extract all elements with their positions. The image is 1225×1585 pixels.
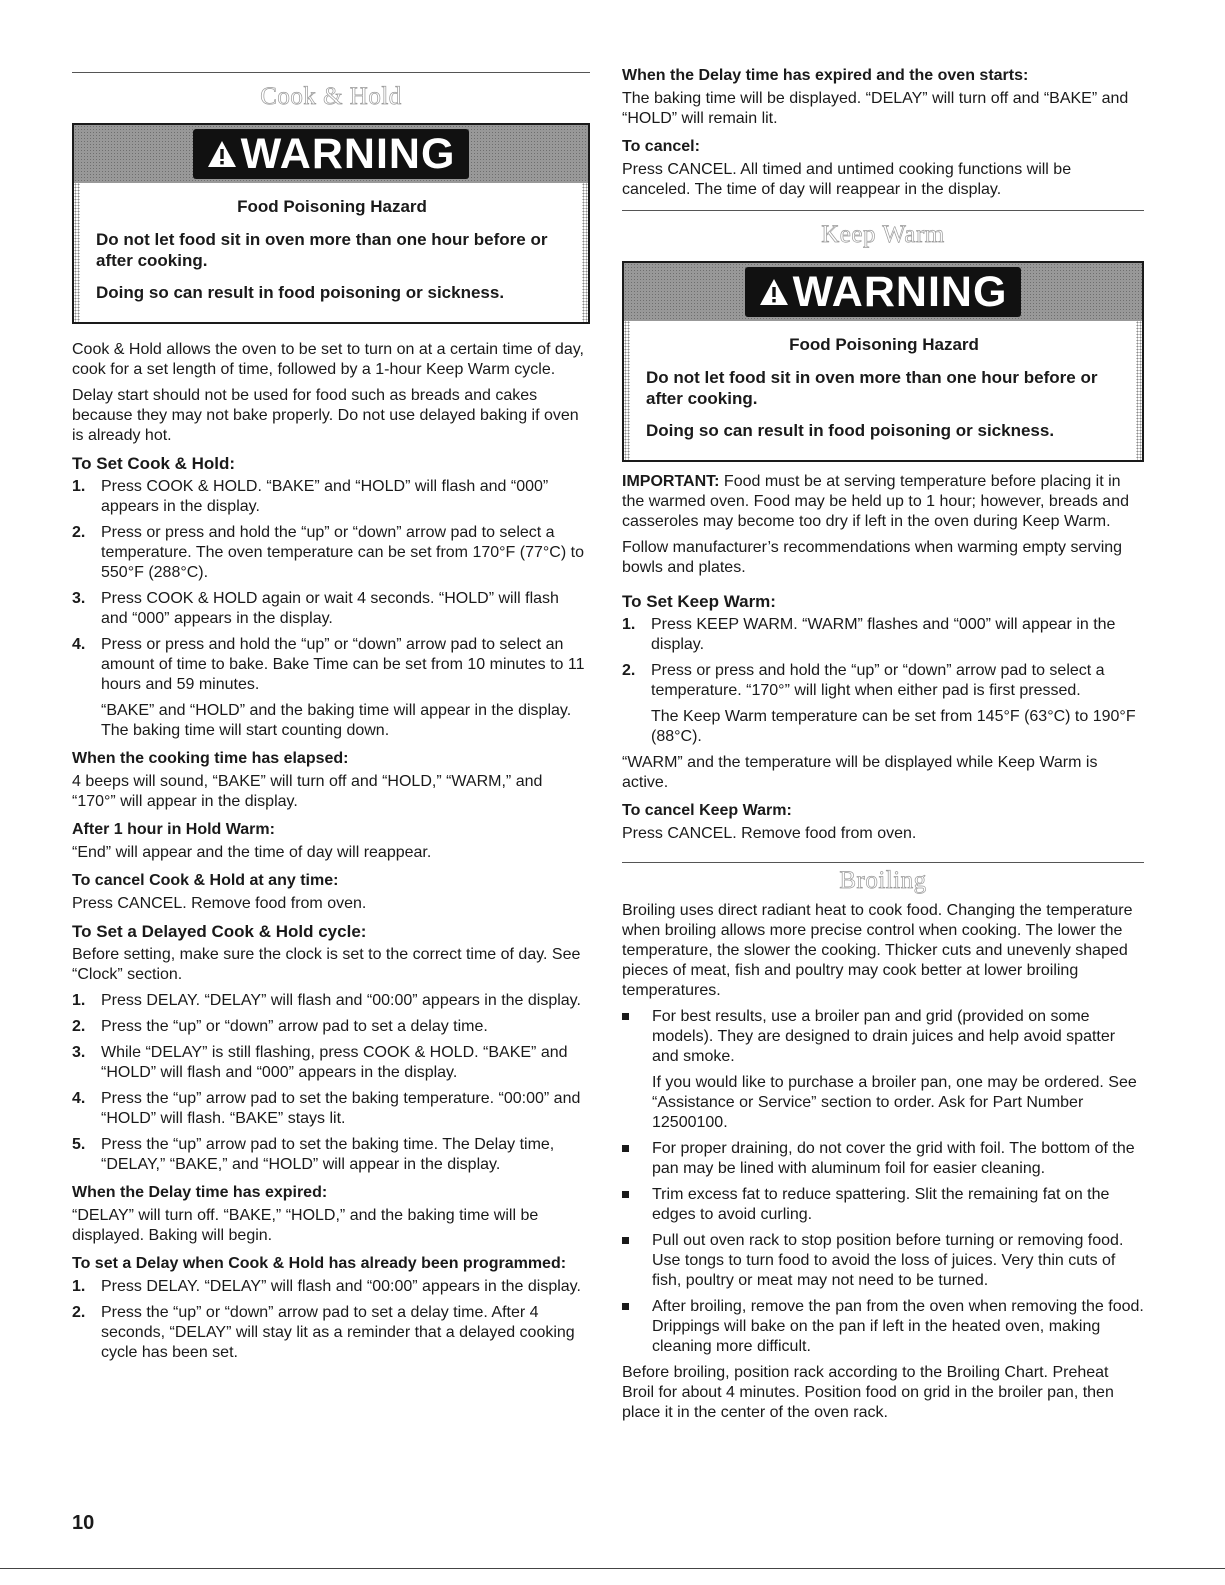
important-text: Food must be at serving temperature before placing it in the warmed oven. Food may be held up to 1 hour; however, breads and casseroles may become too dry if left in the oven during Keep Warm. <box>622 473 1129 530</box>
bullet-icon <box>622 1139 652 1179</box>
list-item: 2. Press or press and hold the “up” or “down” arrow pad to select a temperature. “170°” will light when either pad is first pressed. <box>622 661 1144 701</box>
list-item <box>622 1231 1144 1291</box>
page-number: 10 <box>72 1512 95 1534</box>
left-column <box>72 58 590 1369</box>
step-text: Press or press and hold the “up” or “down” arrow pad to select an amount of time to bake. Bake Time can be set from 10 minutes to 11 hours and 59 minutes. <box>101 636 585 693</box>
follow-text: Follow manufacturer’s recommendations when warming empty serving bowls and plates. <box>622 539 1123 576</box>
bullet-text: Pull out oven rack to stop position before turning or removing food. Use tongs to turn food to avoid the loss of juices. Very thin cuts of fish, poultry or meat may not need to be turned. <box>652 1232 1124 1289</box>
oven-starts-text: The baking time will be displayed. “DELAY” will turn off and “BAKE” and “HOLD” will remain lit. <box>622 90 1129 127</box>
bottom-rule <box>0 1568 1225 1569</box>
delayed-cycle-heading: To Set a Delayed Cook & Hold cycle: <box>72 922 367 941</box>
bullet-icon <box>622 1297 652 1357</box>
list-item: 4. Press the “up” arrow pad to set the baking temperature. “00:00” and “HOLD” will flash. “BAKE” stays lit. <box>72 1089 590 1129</box>
right-column <box>622 58 1144 1429</box>
elapsed-heading: When the cooking time has elapsed: <box>72 750 349 767</box>
box-texture-left <box>74 183 80 322</box>
warning-triangle-icon <box>759 278 789 306</box>
cancel-cook-hold-text: Press CANCEL. Remove food from oven. <box>72 895 367 912</box>
elapsed-text: 4 beeps will sound, “BAKE” will turn off and “HOLD,” “WARM,” and “170°” will appear in the display. <box>72 773 543 810</box>
cancel-keep-warm-text: Press CANCEL. Remove food from oven. <box>622 825 917 842</box>
box-texture-right <box>582 183 588 322</box>
keep-warm-title: Keep Warm <box>821 221 945 248</box>
warning-line-2: Doing so can result in food poisoning or sickness. <box>646 421 1055 440</box>
bullet-text: Trim excess fat to reduce spattering. Slit the remaining fat on the edges to avoid curling. <box>652 1186 1110 1223</box>
list-item: 5. Press the “up” arrow pad to set the baking time. The Delay time, “DELAY,” “BAKE,” and “HOLD” will appear in the display. <box>72 1135 590 1175</box>
list-item: 1. Press KEEP WARM. “WARM” flashes and “000” will appear in the display. <box>622 615 1144 655</box>
step-text: Press COOK & HOLD again or wait 4 seconds. “HOLD” will flash and “000” appears in the display. <box>101 590 559 627</box>
list-item <box>622 1297 1144 1357</box>
warning-text: WARNING <box>792 267 1008 316</box>
list-item: 3. Press COOK & HOLD again or wait 4 seconds. “HOLD” will flash and “000” appears in the display. <box>72 589 590 629</box>
step-text: Press the “up” arrow pad to set the baking time. The Delay time, “DELAY,” “BAKE,” and “HOLD” will appear in the display. <box>101 1136 555 1173</box>
bullet-text: For best results, use a broiler pan and grid (provided on some models). They are designed to drain juices and help avoid spatter and smoke. <box>652 1008 1116 1065</box>
box-texture-right <box>1136 321 1142 460</box>
step-text: Press KEEP WARM. “WARM” flashes and “000” will appear in the display. <box>651 616 1116 653</box>
to-cancel-text: Press CANCEL. All timed and untimed cooking functions will be canceled. The time of day will reappear in the display. <box>622 161 1072 198</box>
list-item: 1. Press DELAY. “DELAY” will flash and “00:00” appears in the display. <box>72 992 581 1009</box>
warning-triangle-icon <box>207 140 237 168</box>
box-texture-left <box>624 321 630 460</box>
bullet-text: After broiling, remove the pan from the oven when removing the food. Drippings will bake on the pan if left in the heated oven, making cleaning more difficult. <box>652 1298 1144 1355</box>
step-text: While “DELAY” is still flashing, press COOK & HOLD. “BAKE” and “HOLD” will flash and “000” appears in the display. <box>101 1044 568 1081</box>
list-item: 2. Press or press and hold the “up” or “down” arrow pad to select a temperature. The oven temperature can be set from 170°F (77°C) to 550°F (288°C). <box>72 523 590 583</box>
cook-hold-warning-box <box>72 123 590 324</box>
set-cook-hold-heading: To Set Cook & Hold: <box>72 454 236 473</box>
list-item: 3. While “DELAY” is still flashing, press COOK & HOLD. “BAKE” and “HOLD” will flash and “000” appears in the display. <box>72 1043 590 1083</box>
section-rule <box>72 72 590 73</box>
important-label: IMPORTANT: <box>622 473 720 490</box>
step-text: Press DELAY. “DELAY” will flash and “00:00” appears in the display. <box>101 992 581 1009</box>
delayed-intro: Before setting, make sure the clock is set to the correct time of day. See “Clock” section. <box>72 946 581 983</box>
after-hour-text: “End” will appear and the time of day will reappear. <box>72 844 432 861</box>
step-text: Press or press and hold the “up” or “down” arrow pad to select a temperature. “170°” will light when either pad is first pressed. <box>651 662 1105 699</box>
list-item <box>622 1007 1144 1067</box>
warning-label <box>193 129 470 179</box>
bullet-icon <box>622 1231 652 1291</box>
list-item <box>622 1139 1144 1179</box>
warning-header <box>624 263 1142 321</box>
cancel-cook-hold-heading: To cancel Cook & Hold at any time: <box>72 872 339 889</box>
step-text: Press COOK & HOLD. “BAKE” and “HOLD” will flash and “000” appears in the display. <box>101 478 549 515</box>
step-text: Press or press and hold the “up” or “down” arrow pad to select a temperature. The oven temperature can be set from 170°F (77°C) to 550°F (288°C). <box>101 524 584 581</box>
warning-text: WARNING <box>240 129 456 178</box>
delay-expired-heading: When the Delay time has expired: <box>72 1184 328 1201</box>
to-cancel-heading: To cancel: <box>622 138 700 155</box>
bullet-icon <box>622 1007 652 1067</box>
broiling-outro: Before broiling, position rack according to the Broiling Chart. Preheat Broil for about 4 minutes. Position food on grid in the broiler pan, then place it in the center of the oven rack. <box>622 1364 1114 1421</box>
list-item: 2. Press the “up” or “down” arrow pad to set a delay time. <box>72 1018 488 1035</box>
broiling-intro: Broiling uses direct radiant heat to cook food. Changing the temperature when broiling allows more precise control when cooking. The lower the temperature, the slower the cooking. Thicker cuts and unevenly shaped pieces of meat, fish and poultry may cook better at lower broiling temperatures. <box>622 902 1133 999</box>
bullet-icon <box>622 1185 652 1225</box>
warning-body <box>624 321 1142 460</box>
oven-starts-heading: When the Delay time has expired and the oven starts: <box>622 67 1029 84</box>
keep-warm-warning-box <box>622 261 1144 462</box>
warm-active-text: “WARM” and the temperature will be displayed while Keep Warm is active. <box>622 754 1098 791</box>
step-4-note: “BAKE” and “HOLD” and the baking time will appear in the display. The baking time will start counting down. <box>101 702 572 739</box>
broiling-title: Broiling <box>839 867 927 894</box>
step-text: Press the “up” or “down” arrow pad to set a delay time. After 4 seconds, “DELAY” will stay lit as a reminder that a delayed cooking cycle has been set. <box>101 1304 575 1361</box>
step-2-note: The Keep Warm temperature can be set from 145°F (63°C) to 190°F (88°C). <box>651 708 1136 745</box>
bullet-text: For proper draining, do not cover the grid with foil. The bottom of the pan may be lined with aluminum foil for easier cleaning. <box>652 1140 1135 1177</box>
step-text: Press the “up” or “down” arrow pad to set a delay time. <box>101 1018 488 1035</box>
list-item: 1. Press DELAY. “DELAY” will flash and “00:00” appears in the display. <box>72 1278 581 1295</box>
warning-line-1: Do not let food sit in oven more than one hour before or after cooking. <box>646 368 1098 408</box>
section-rule <box>622 862 1144 863</box>
list-item: 4. Press or press and hold the “up” or “down” arrow pad to select an amount of time to bake. Bake Time can be set from 10 minutes to 11 hours and 59 minutes. <box>72 635 590 695</box>
delay-expired-text: “DELAY” will turn off. “BAKE,” “HOLD,” and the baking time will be displayed. Baking will begin. <box>72 1207 539 1244</box>
list-item: 1. Press COOK & HOLD. “BAKE” and “HOLD” will flash and “000” appears in the display. <box>72 477 590 517</box>
important-paragraph <box>622 472 1144 532</box>
broiler-pan-note: If you would like to purchase a broiler pan, one may be ordered. See “Assistance or Service” section to order. Ask for Part Number 12500100. <box>652 1074 1137 1131</box>
warning-body <box>74 183 588 322</box>
warning-hazard: Food Poisoning Hazard <box>789 335 979 354</box>
warning-header <box>74 125 588 183</box>
warning-line-1: Do not let food sit in oven more than one hour before or after cooking. <box>96 230 548 270</box>
warning-label <box>745 267 1022 317</box>
cook-hold-title: Cook & Hold <box>260 83 402 110</box>
programmed-heading: To set a Delay when Cook & Hold has already been programmed: <box>72 1255 567 1272</box>
after-hour-heading: After 1 hour in Hold Warm: <box>72 821 275 838</box>
cancel-keep-warm-heading: To cancel Keep Warm: <box>622 802 792 819</box>
step-text: Press the “up” arrow pad to set the baking temperature. “00:00” and “HOLD” will flash. “BAKE” stays lit. <box>101 1090 581 1127</box>
cook-hold-intro-1: Cook & Hold allows the oven to be set to turn on at a certain time of day, cook for a set length of time, followed by a 1-hour Keep Warm cycle. <box>72 341 584 378</box>
warning-hazard: Food Poisoning Hazard <box>237 197 427 216</box>
section-rule <box>622 210 1144 211</box>
list-item: 2. Press the “up” or “down” arrow pad to set a delay time. After 4 seconds, “DELAY” will stay lit as a reminder that a delayed cooking cycle has been set. <box>72 1303 590 1363</box>
step-text: Press DELAY. “DELAY” will flash and “00:00” appears in the display. <box>101 1278 581 1295</box>
list-item <box>622 1185 1144 1225</box>
set-keep-warm-heading: To Set Keep Warm: <box>622 592 776 611</box>
cook-hold-intro-2: Delay start should not be used for food such as breads and cakes because they may not bake properly. Do not use delayed baking if oven is already hot. <box>72 387 579 444</box>
warning-line-2: Doing so can result in food poisoning or sickness. <box>96 283 505 302</box>
